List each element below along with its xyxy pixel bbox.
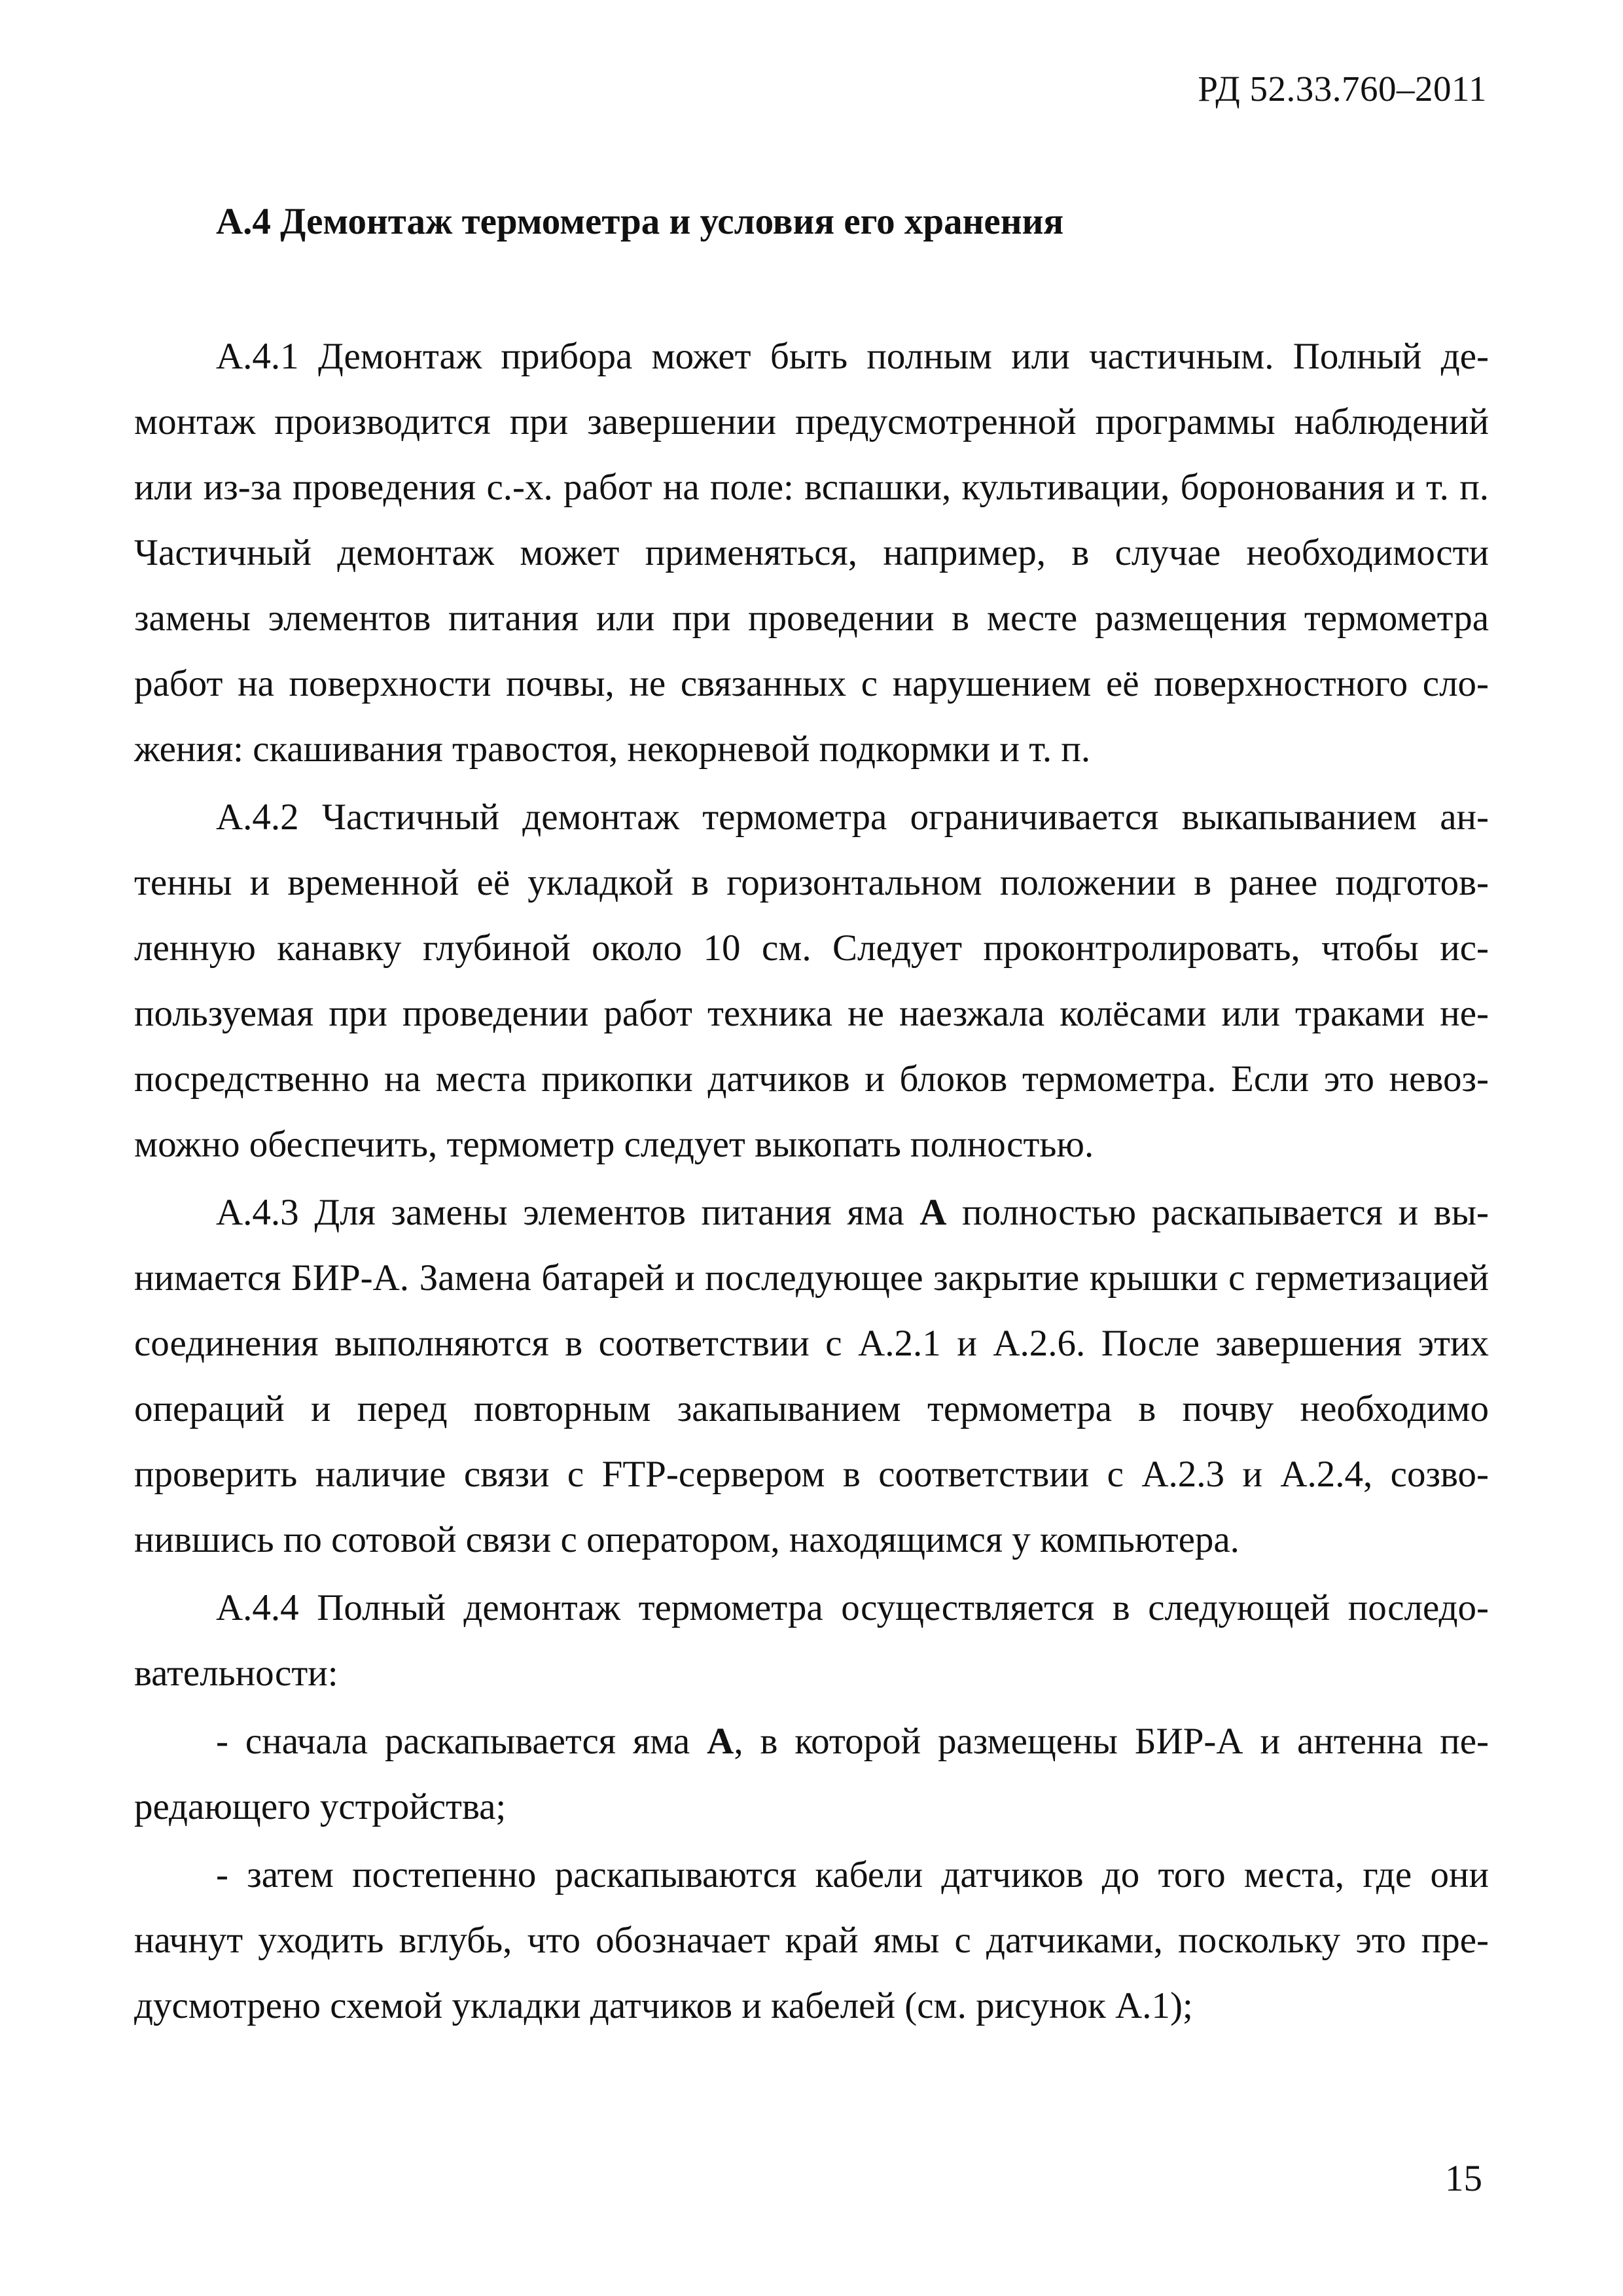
paragraph-a43 (134, 1180, 1489, 1573)
list-item-second-step: - затем постепенно раскапываются кабели датчиков до того места, где они начнут уходить вглубь, что обозначает край ямы с датчиками, поскольку это предусмотрено схемой укладки датчиков и кабелей (см. рисунок А.1); (134, 1854, 1489, 2026)
paragraph-a42: А.4.2 Частичный демонтаж термометра ограничивается выкапыванием антенны и временной её укладкой в горизонтальном положении в ранее подготовленную канавку глубиной около 10 см. Следует проконтролировать, чтобы используемая при проведении работ техника не наезжала колёсами или траками непосредственно на места прикопки датчиков и блоков термометра. Если это невозможно обеспечить, термометр следует выкопать полностью. (134, 797, 1489, 1165)
paragraph-a44: А.4.4 Полный демонтаж термометра осуществляется в следующей последовательности: (134, 1587, 1489, 1694)
pit-a-label: А (707, 1721, 734, 1762)
list-item-first-step-start: - сначала раскапывается яма (216, 1721, 707, 1762)
section-heading: А.4 Демонтаж термометра и условия его хранения (216, 201, 1064, 242)
page-number: 15 (1445, 2158, 1482, 2199)
pit-a-label: А (919, 1192, 947, 1233)
body-text (134, 324, 1489, 2041)
document-code: РД 52.33.760–2011 (1198, 69, 1487, 109)
paragraph-a41: А.4.1 Демонтаж прибора может быть полным или частичным. Полный демонтаж производится при завершении предусмотренной программы наблюдений или из-за проведения с.-х. работ на поле: вспашки, культивации, боронования и т. п. Частичный демонтаж может применяться, например, в случае необходимости замены элементов питания или при проведении в месте размещения термометра работ на поверхности почвы, не связанных с нарушением её поверхностного сложения: скашивания травостоя, некорневой подкормки и т. п. (134, 336, 1489, 770)
paragraph-a43-text-end: полностью раскапывается и вынимается БИР-А. Замена батарей и последующее закрытие крышки с герметизацией соединения выполняются в соответствии с А.2.1 и А.2.6. После завершения этих операций и перед повторным закапыванием термометра в почву необходимо проверить наличие связи с FTP-сервером в соответствии с А.2.3 и А.2.4, созвонившись по сотовой связи с оператором, находящимся у компьютера. (134, 1192, 1489, 1560)
list-item-first-step-end: , в которой размещены БИР-А и антенна передающего устройства; (134, 1721, 1489, 1827)
paragraph-a43-text-start: А.4.3 Для замены элементов питания яма (216, 1192, 920, 1233)
list-item-first-step (134, 1709, 1489, 1840)
